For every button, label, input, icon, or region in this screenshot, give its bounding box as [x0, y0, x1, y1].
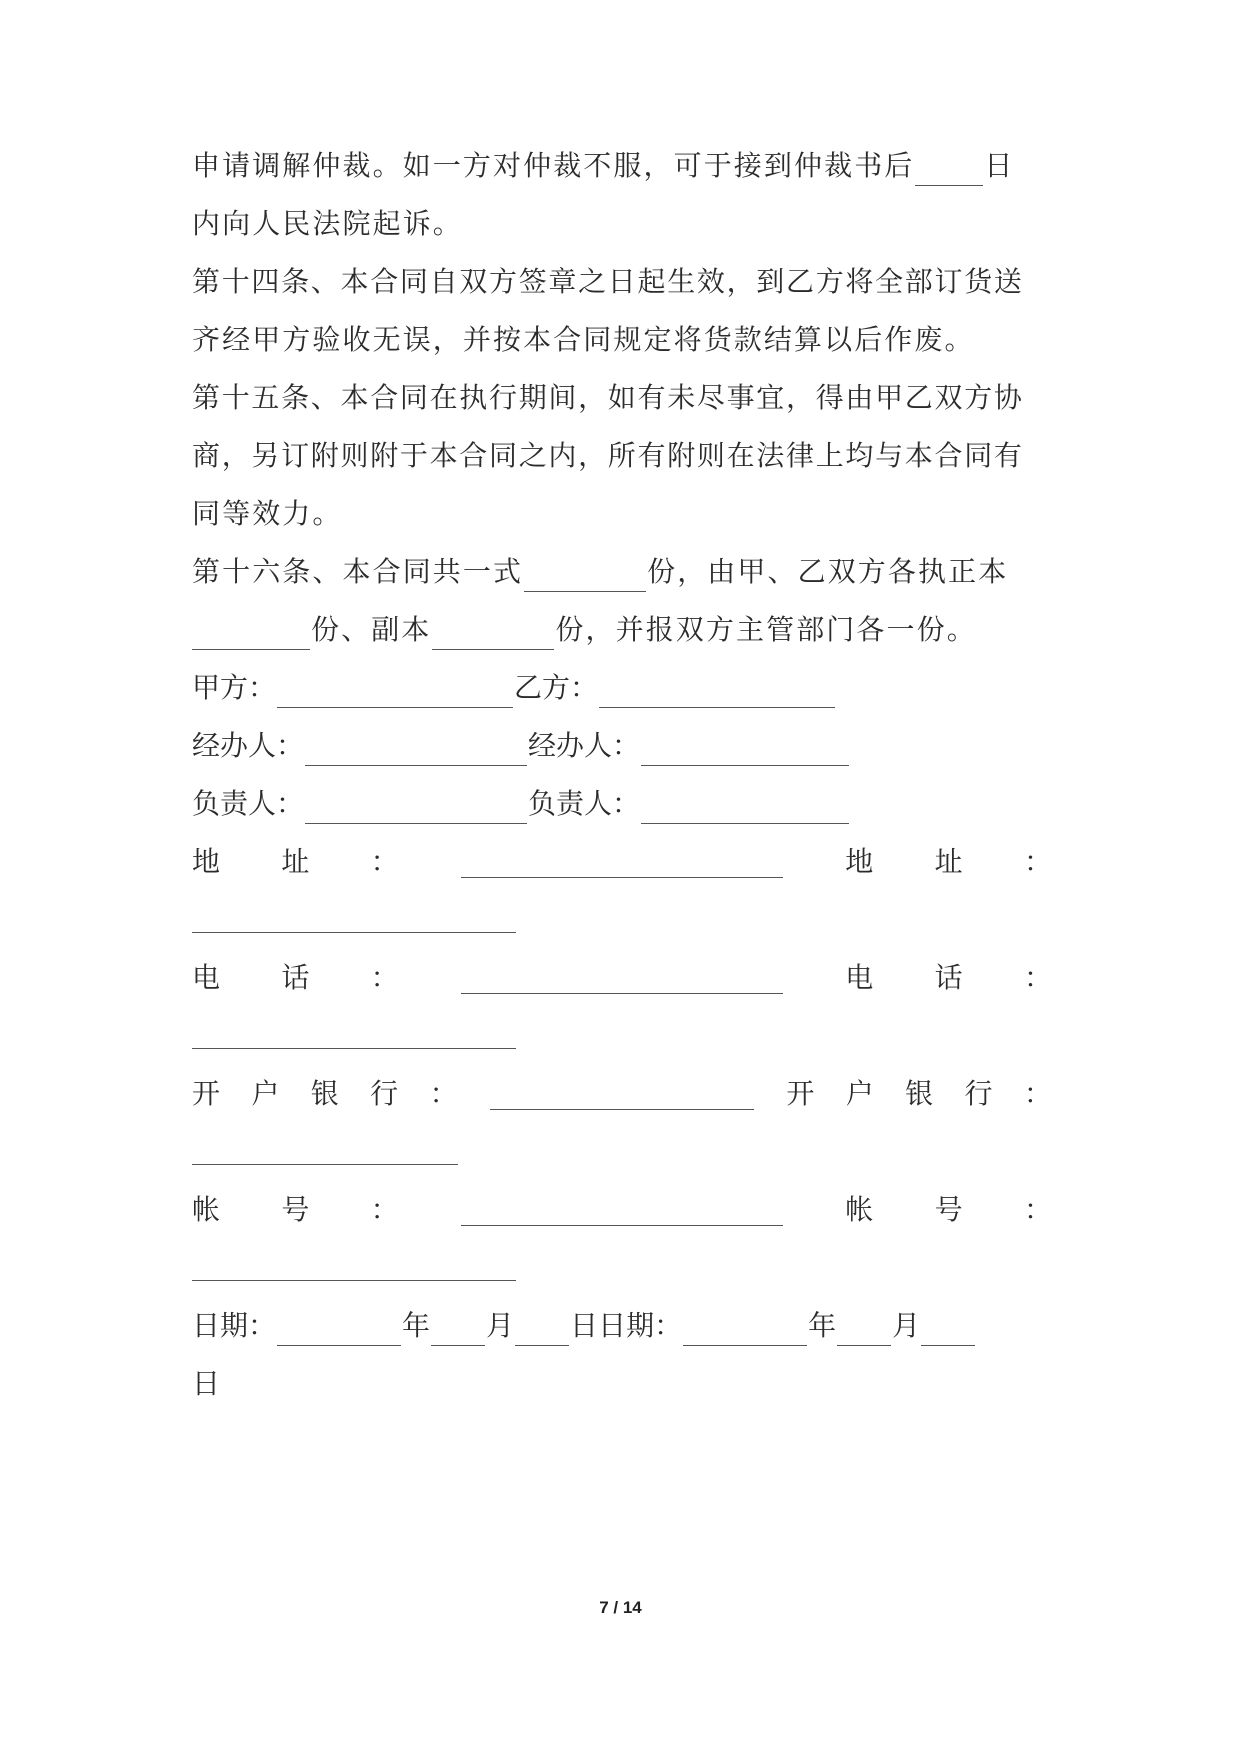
in-charge-b-label: 负责人： [528, 787, 641, 820]
address-b-colon: ： [1023, 845, 1052, 878]
party-row [192, 668, 1052, 708]
phone-row [192, 958, 1052, 998]
bank-b-blank [192, 1164, 458, 1165]
clause-14-line-2 [192, 320, 1052, 360]
clause-16-text-2b: 份，并报双方主管部门各一份。 [555, 613, 977, 646]
party-a-blank [277, 677, 513, 708]
original-copies-blank [192, 619, 310, 650]
party-a-label: 甲方： [192, 671, 277, 704]
account-row [192, 1190, 1052, 1230]
address-b-char-2: 址 [934, 845, 963, 878]
clause-13-line-1 [192, 146, 1052, 186]
date-a-label: 日期： [192, 1309, 277, 1342]
agent-row [192, 726, 1052, 766]
phone-b-blank [192, 1048, 516, 1049]
date-a-month: 月 [486, 1309, 515, 1342]
bank-b-char-4: 行 [964, 1077, 993, 1110]
clause-13-text-2: 内向人民法院起诉。 [192, 207, 463, 240]
bank-b-char-1: 开 [786, 1077, 815, 1110]
clause-15-line-1 [192, 378, 1052, 418]
date-b-label: 日期： [598, 1309, 683, 1342]
bank-a-char-1: 开 [192, 1077, 221, 1110]
phone-a-colon: ： [370, 961, 399, 994]
clause-16-line-1 [192, 552, 1052, 592]
date-b-day: 日 [192, 1367, 221, 1400]
account-b-colon: ： [1023, 1193, 1052, 1226]
account-b-char-2: 号 [934, 1193, 963, 1226]
date-a-day: 日 [570, 1309, 599, 1342]
date-row-wrap [192, 1364, 1052, 1404]
date-a-day-blank [515, 1315, 569, 1346]
date-b-month-blank [837, 1315, 891, 1346]
in-charge-b-blank [641, 793, 849, 824]
clause-15-line-3 [192, 494, 1052, 534]
clause-16-line-2 [192, 610, 1052, 650]
address-a-blank [461, 847, 783, 878]
party-b-blank [599, 677, 835, 708]
date-a-year-blank [277, 1315, 401, 1346]
date-b-year-blank [683, 1315, 807, 1346]
address-b-blank [192, 932, 516, 933]
account-a-colon: ： [370, 1193, 399, 1226]
address-a-char-2: 址 [281, 845, 310, 878]
date-a-year: 年 [402, 1309, 431, 1342]
clause-13-day: 日 [984, 149, 1013, 182]
clause-16-text-2a: 份、副本 [311, 613, 432, 646]
party-b-label: 乙方： [514, 671, 599, 704]
clause-13-line-2 [192, 204, 1052, 244]
in-charge-row [192, 784, 1052, 824]
agent-a-blank [305, 735, 527, 766]
phone-a-char-1: 电 [192, 961, 221, 994]
account-a-blank [461, 1195, 783, 1226]
duplicate-copies-blank [432, 619, 554, 650]
clause-15-text-2: 商，另订附则附于本合同之内，所有附则在法律上均与本合同有 [192, 439, 1024, 472]
phone-b-char-1: 电 [845, 961, 874, 994]
page-number: 7 / 14 [599, 1598, 642, 1617]
copies-total-blank [524, 561, 646, 592]
account-a-char-2: 号 [281, 1193, 310, 1226]
bank-a-colon: ： [429, 1077, 458, 1110]
date-b-day-blank [921, 1315, 975, 1346]
bank-b-char-3: 银 [905, 1077, 934, 1110]
address-a-colon: ： [370, 845, 399, 878]
clause-14-line-1 [192, 262, 1052, 302]
bank-b-char-2: 户 [845, 1077, 874, 1110]
date-b-month: 月 [892, 1309, 921, 1342]
address-b-char-1: 地 [845, 845, 874, 878]
account-b-blank [192, 1280, 516, 1281]
agent-b-label: 经办人： [528, 729, 641, 762]
clause-16-text-1b: 份，由甲、乙双方各执正本 [647, 555, 1009, 588]
clause-15-text-3: 同等效力。 [192, 497, 343, 530]
phone-a-blank [461, 963, 783, 994]
arbitration-days-blank [915, 155, 983, 186]
phone-a-char-2: 话 [281, 961, 310, 994]
clause-14-text-2: 齐经甲方验收无误，并按本合同规定将货款结算以后作废。 [192, 323, 975, 356]
clause-14-text-1: 第十四条、本合同自双方签章之日起生效，到乙方将全部订货送 [192, 265, 1024, 298]
agent-a-label: 经办人： [192, 729, 305, 762]
date-row [192, 1306, 1052, 1346]
account-a-char-1: 帐 [192, 1193, 221, 1226]
bank-row [192, 1074, 1052, 1114]
bank-a-char-3: 银 [310, 1077, 339, 1110]
phone-b-char-2: 话 [934, 961, 963, 994]
in-charge-a-label: 负责人： [192, 787, 305, 820]
in-charge-a-blank [305, 793, 527, 824]
clause-15-line-2 [192, 436, 1052, 476]
bank-a-char-4: 行 [370, 1077, 399, 1110]
bank-b-colon: ： [1023, 1077, 1052, 1110]
bank-a-blank [490, 1079, 754, 1110]
clause-13-text: 申请调解仲裁。如一方对仲裁不服，可于接到仲裁书后 [192, 149, 915, 182]
agent-b-blank [641, 735, 849, 766]
clause-16-text-1a: 第十六条、本合同共一式 [192, 555, 524, 588]
bank-a-char-2: 户 [251, 1077, 280, 1110]
address-row [192, 842, 1052, 882]
date-b-year: 年 [808, 1309, 837, 1342]
date-a-month-blank [431, 1315, 485, 1346]
clause-15-text-1: 第十五条、本合同在执行期间，如有未尽事宜，得由甲乙双方协 [192, 381, 1024, 414]
phone-b-colon: ： [1023, 961, 1052, 994]
account-b-char-1: 帐 [845, 1193, 874, 1226]
address-a-char-1: 地 [192, 845, 221, 878]
